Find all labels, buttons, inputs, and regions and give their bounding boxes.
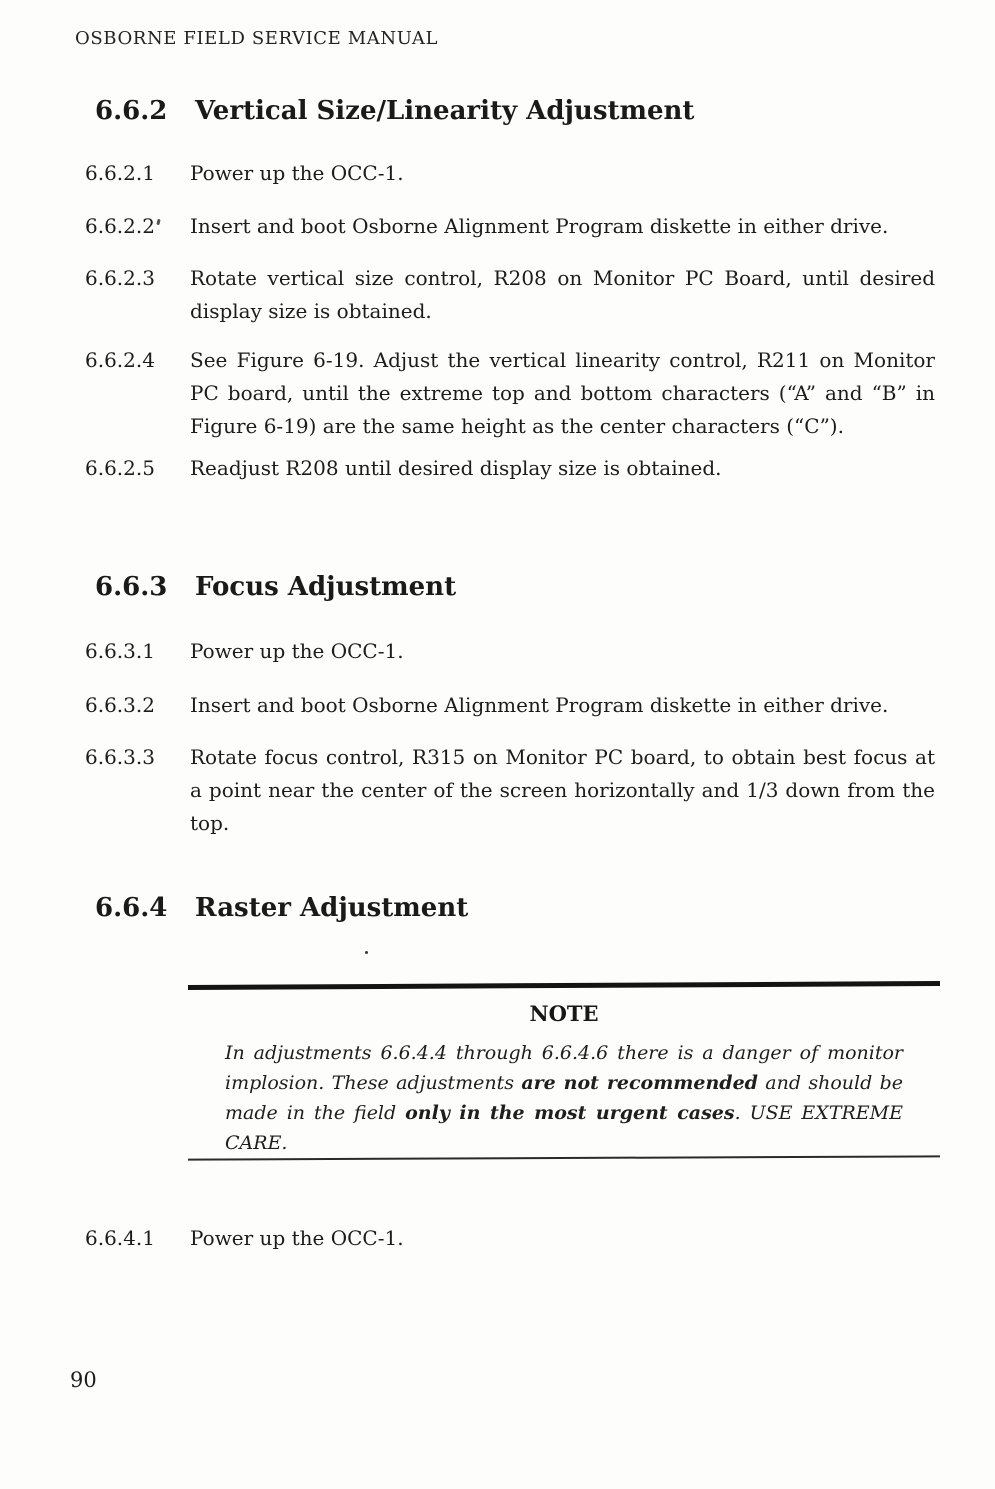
step-number: 6.6.2.2 [85, 214, 155, 238]
step-text: Power up the OCC-1. [190, 639, 404, 663]
note-segment: and should be made in the field [225, 1072, 904, 1124]
step-number: 6.6.2.1 [85, 161, 155, 185]
running-header: OSBORNE FIELD SERVICE MANUAL [75, 28, 439, 49]
step-number: 6.6.2.3 [85, 266, 155, 290]
section-heading-6-6-3 [95, 572, 456, 602]
procedure-step [85, 157, 935, 190]
procedure-step [85, 741, 935, 840]
page-number: 90 [70, 1368, 97, 1392]
section-number: 6.6.4 [95, 893, 168, 923]
procedure-step [85, 1222, 935, 1255]
step-number: 6.6.2.5 [85, 456, 155, 480]
step-text: Power up the OCC-1. [190, 161, 404, 185]
note-segment: . USE EXTREME CARE. [225, 1102, 903, 1154]
note-segment: In adjustments 6.6.4.4 through 6.6.4.6 there is a danger of monitor implosion. These adjustments [225, 1042, 903, 1094]
section-number: 6.6.3 [95, 572, 168, 602]
procedure-step [85, 210, 935, 243]
step-text: Power up the OCC-1. [190, 1226, 404, 1250]
step-text: Readjust R208 until desired display size is obtained. [190, 456, 722, 480]
section-title: Vertical Size/Linearity Adjustment [195, 96, 695, 126]
procedure-step [85, 635, 935, 668]
note-segment-bold: are not recommended [521, 1072, 758, 1094]
scan-speck [365, 951, 368, 954]
step-number: 6.6.3.3 [85, 745, 155, 769]
step-number: 6.6.4.1 [85, 1226, 155, 1250]
step-text: Rotate vertical size control, R208 on Monitor PC Board, until desired display size is obtained. [190, 266, 935, 323]
step-text: See Figure 6-19. Adjust the vertical linearity control, R211 on Monitor PC board, until the extreme top and bottom characters (“A” and “B” in Figure 6-19) are the same height as the center characters (“C”). [190, 348, 935, 438]
step-text: Rotate focus control, R315 on Monitor PC board, to obtain best focus at a point near the center of the screen horizontally and 1/3 down from the top. [190, 745, 935, 835]
step-number: 6.6.3.2 [85, 693, 155, 717]
section-number: 6.6.2 [95, 96, 168, 126]
section-title: Raster Adjustment [195, 893, 469, 923]
section-heading-6-6-4 [95, 893, 468, 923]
step-number: 6.6.2.4 [85, 348, 155, 372]
note-body [225, 1038, 903, 1158]
note-top-rule [188, 981, 940, 990]
section-title: Focus Adjustment [195, 572, 457, 602]
step-text: Insert and boot Osborne Alignment Program diskette in either drive. [190, 214, 889, 238]
procedure-step [85, 344, 935, 443]
section-heading-6-6-2 [95, 96, 694, 126]
step-text: Insert and boot Osborne Alignment Program diskette in either drive. [190, 693, 889, 717]
note-segment-bold: only in the most urgent cases [405, 1102, 735, 1124]
procedure-step [85, 452, 935, 485]
note-title: NOTE [529, 1001, 599, 1026]
step-number: 6.6.3.1 [85, 639, 155, 663]
procedure-step [85, 262, 935, 328]
procedure-step [85, 689, 935, 722]
